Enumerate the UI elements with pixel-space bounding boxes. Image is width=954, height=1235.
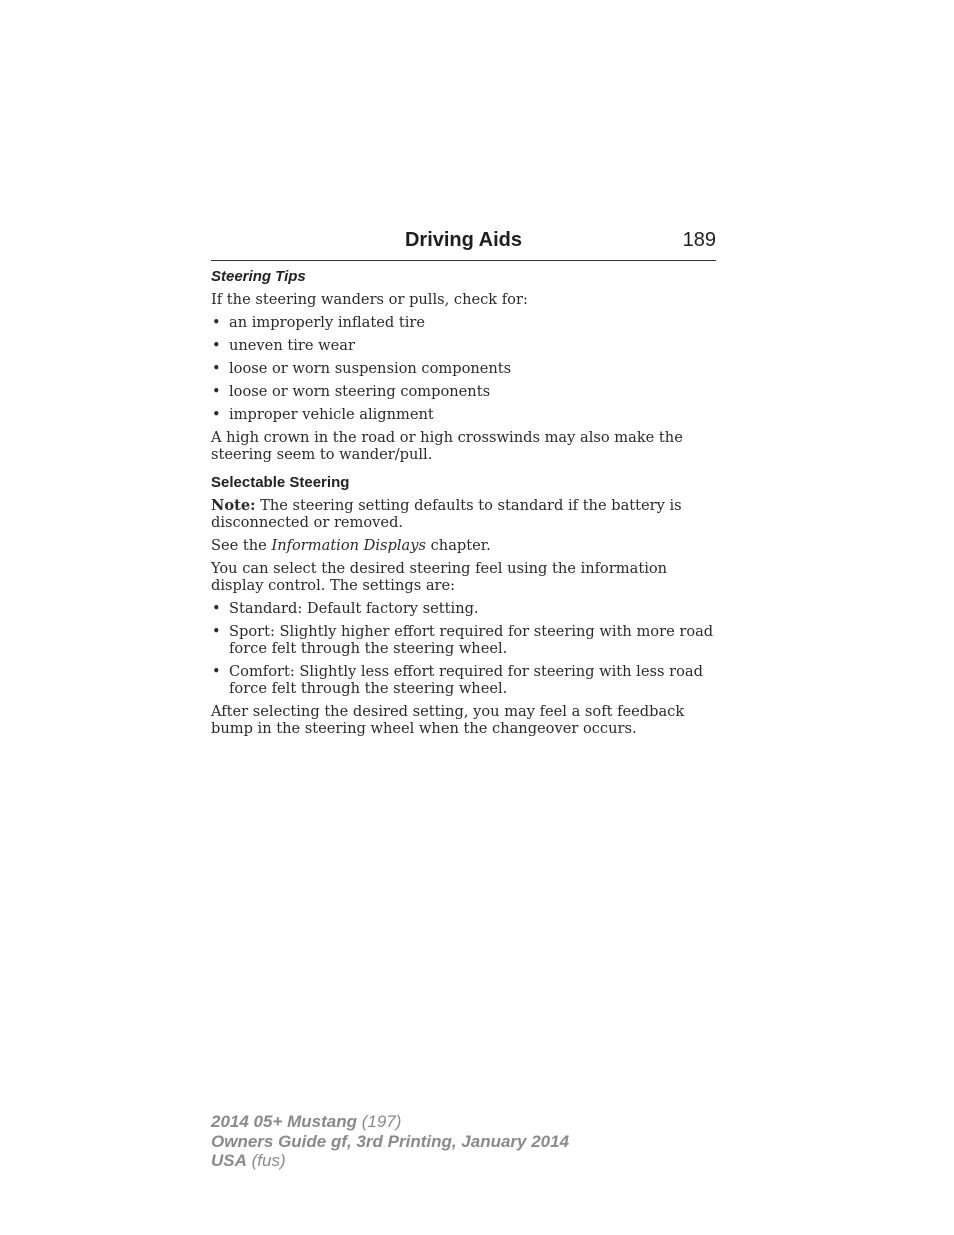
page-number: 189: [682, 229, 716, 251]
footer-line-3: USA (fus): [211, 1151, 286, 1170]
bullet-icon: •: [212, 360, 221, 377]
list-item: • an improperly inflated tire: [212, 314, 425, 331]
see-reference: See the Information Displays chapter.: [211, 537, 491, 554]
selectable-steering-heading: Selectable Steering: [211, 474, 350, 491]
footer-line-1: 2014 05+ Mustang (197): [211, 1112, 402, 1131]
bullet-icon: •: [212, 600, 221, 617]
list-item: • Comfort: Slightly less effort required for steering with less road force felt through the steering wheel.: [212, 663, 703, 697]
list-item: • Standard: Default factory setting.: [212, 600, 479, 617]
note-label: Note:: [211, 497, 256, 514]
steering-tips-closing: A high crown in the road or high crosswinds may also make the steering seem to wander/pull.: [211, 429, 683, 463]
list-item: • loose or worn suspension components: [212, 360, 512, 377]
list-item: • improper vehicle alignment: [212, 406, 434, 423]
bullet-icon: •: [212, 623, 221, 640]
page-footer: [211, 1112, 569, 1171]
steering-tips-heading: Steering Tips: [211, 268, 306, 285]
page-content: [211, 268, 721, 743]
list-item: • Sport: Slightly higher effort required for steering with more road force felt through the steering wheel.: [212, 623, 714, 657]
steering-tips-list: [211, 314, 721, 423]
footer-line-2: Owners Guide gf, 3rd Printing, January 2014: [211, 1131, 570, 1151]
bullet-icon: •: [212, 406, 221, 423]
page-header: [211, 229, 716, 261]
note-paragraph: [211, 497, 721, 531]
information-displays-reference: Information Displays: [271, 537, 426, 554]
list-item: • loose or worn steering components: [212, 383, 491, 400]
bullet-icon: •: [212, 337, 221, 354]
list-item: • uneven tire wear: [212, 337, 355, 354]
bullet-icon: •: [212, 663, 221, 680]
section-title: Driving Aids: [404, 229, 523, 251]
bullet-icon: •: [212, 314, 221, 331]
steering-settings-list: [211, 600, 721, 697]
steering-tips-intro: If the steering wanders or pulls, check for:: [211, 291, 528, 308]
note-text: The steering setting defaults to standard if the battery is disconnected or removed.: [211, 497, 682, 531]
selectable-steering-closing: After selecting the desired setting, you may feel a soft feedback bump in the steering wheel when the changeover occurs.: [211, 703, 685, 737]
bullet-icon: •: [212, 383, 221, 400]
selectable-steering-intro: You can select the desired steering feel using the information display control. The settings are:: [211, 560, 668, 594]
